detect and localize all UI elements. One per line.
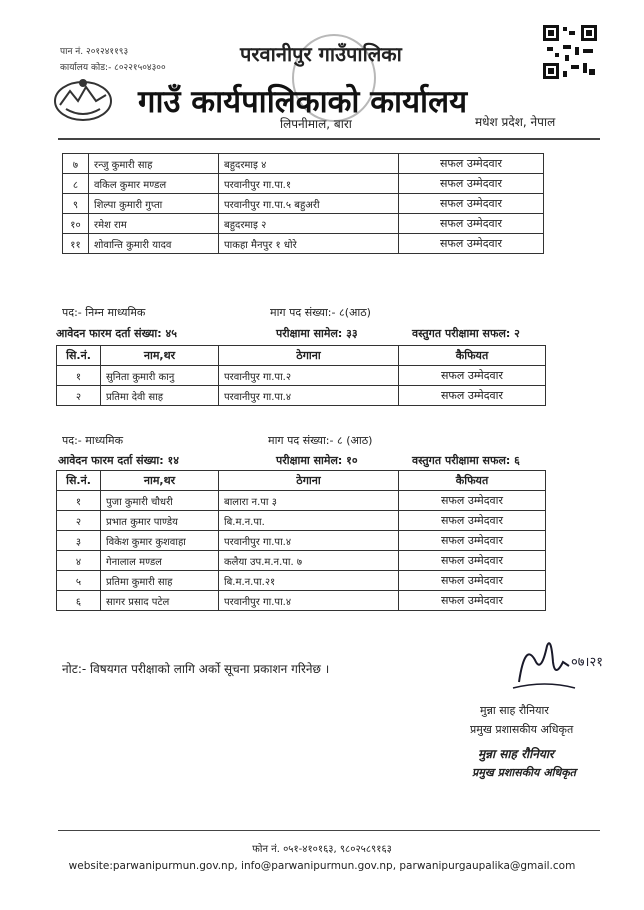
cell-remark: सफल उम्मेदवार (399, 366, 546, 386)
cell-address: बि.म.न.पा. (219, 511, 399, 531)
cell-address: कलैया उप.म.न.पा. ७ (219, 551, 399, 571)
cell-sn: ९ (63, 194, 89, 214)
office-title: गाउँ कार्यपालिकाको कार्यालय (138, 84, 468, 120)
cell-sn: १० (63, 214, 89, 234)
table-row (57, 591, 546, 611)
office-address: लिपनीमाल, बारा (280, 117, 352, 131)
cell-sn: २ (57, 511, 101, 531)
table-row (57, 531, 546, 551)
passed-secondary: वस्तुगत परीक्षामा सफल: ६ (412, 454, 520, 467)
cell-address: बहुदरमाइ ४ (219, 154, 399, 174)
municipality-name: परवानीपुर गाउँपालिका (240, 42, 402, 66)
cell-name: प्रभात कुमार पाण्डेय (101, 511, 219, 531)
cell-remark: सफल उम्मेदवार (399, 194, 544, 214)
cell-remark: सफल उम्मेदवार (399, 386, 546, 406)
stamp-designation: प्रमुख प्रशासकीय अधिकृत (472, 766, 576, 779)
cell-sn: ३ (57, 531, 101, 551)
cell-name: सुनिता कुमारी कानु (101, 366, 219, 386)
cell-name: गेनालाल मण्डल (101, 551, 219, 571)
cell-name: सागर प्रसाद पटेल (101, 591, 219, 611)
cell-name: शिल्पा कुमारी गुप्ता (89, 194, 219, 214)
table-row (63, 154, 544, 174)
cell-sn: १ (57, 366, 101, 386)
col-header-sn: सि.नं. (57, 346, 101, 366)
cell-sn: ५ (57, 571, 101, 591)
cell-sn: ८ (63, 174, 89, 194)
cell-address: परवानीपुर गा.पा.४ (219, 386, 399, 406)
reference-number: पान नं. २०१२४११९३ (60, 47, 129, 57)
cell-address: पाकहा मैनपुर १ धोरे (219, 234, 399, 254)
cell-name: शोवान्ति कुमारी यादव (89, 234, 219, 254)
cell-name: पुजा कुमारी चौधरी (101, 491, 219, 511)
handwritten-signature-icon (505, 632, 615, 700)
table-row (57, 491, 546, 511)
notice-note: नोट:- विषयगत परीक्षाको लागि अर्को सूचना प्रकाशन गरिनेछ । (62, 662, 330, 676)
table-row (57, 551, 546, 571)
cell-address: बि.म.न.पा.२१ (219, 571, 399, 591)
col-header-name: नाम,थर (101, 471, 219, 491)
table-row (63, 174, 544, 194)
col-header-remark: कैफियत (399, 471, 546, 491)
cell-name: रन्जु कुमारी साह (89, 154, 219, 174)
cell-remark: सफल उम्मेदवार (399, 154, 544, 174)
cell-name: प्रतिमा देवी साह (101, 386, 219, 406)
col-header-address: ठेगाना (219, 346, 399, 366)
demand-lower-secondary: माग पद संख्या:- ८(आठ) (270, 306, 371, 319)
cell-address: परवानीपुर गा.पा.४ (219, 591, 399, 611)
cell-name: प्रतिमा कुमारी साह (101, 571, 219, 591)
table-row (63, 214, 544, 234)
cell-address: बहुदरमाइ २ (219, 214, 399, 234)
applications-secondary: आवेदन फारम दर्ता संख्या: १४ (58, 454, 179, 467)
cell-remark: सफल उम्मेदवार (399, 551, 546, 571)
table-row (63, 234, 544, 254)
header-divider (58, 138, 600, 140)
cell-remark: सफल उम्मेदवार (399, 491, 546, 511)
cell-address: बालारा न.पा ३ (219, 491, 399, 511)
cell-address: परवानीपुर गा.पा.२ (219, 366, 399, 386)
cell-remark: सफल उम्मेदवार (399, 531, 546, 551)
results-table-lower-secondary (56, 345, 546, 406)
footer-phone: फोन नं. ०५१-४१०१६३, ९८०२५८९१६३ (252, 844, 392, 855)
cell-remark: सफल उम्मेदवार (399, 234, 544, 254)
results-table-continued (62, 153, 544, 254)
col-header-name: नाम,थर (101, 346, 219, 366)
col-header-address: ठेगाना (219, 471, 399, 491)
table-row (57, 366, 546, 386)
col-header-sn: सि.नं. (57, 471, 101, 491)
footer-divider (58, 830, 600, 831)
table-row (57, 571, 546, 591)
demand-secondary: माग पद संख्या:- ८ (आठ) (268, 434, 373, 447)
col-header-remark: कैफियत (399, 346, 546, 366)
post-lower-secondary: पद:- निम्न माध्यमिक (62, 306, 146, 319)
results-table-secondary (56, 470, 546, 611)
cell-remark: सफल उम्मेदवार (399, 511, 546, 531)
footer-contact: website:parwanipurmun.gov.np, info@parwanipurmun.gov.np, parwanipurgaupalika@gmail.com (68, 860, 576, 872)
cell-address: परवानीपुर गा.पा.४ (219, 531, 399, 551)
cell-remark: सफल उम्मेदवार (399, 591, 546, 611)
table-row (57, 511, 546, 531)
cell-remark: सफल उम्मेदवार (399, 214, 544, 234)
cell-sn: २ (57, 386, 101, 406)
cell-sn: १ (57, 491, 101, 511)
applications-lower-secondary: आवेदन फारम दर्ता संख्या: ४५ (56, 327, 177, 340)
cell-name: रमेश राम (89, 214, 219, 234)
cell-address: परवानीपुर गा.पा.५ बहुअरी (219, 194, 399, 214)
passed-lower-secondary: वस्तुगत परीक्षामा सफल: २ (412, 327, 520, 340)
table-row (57, 386, 546, 406)
stamp-name: मुन्ना साह रौनियार (478, 747, 554, 761)
cell-address: परवानीपुर गा.पा.१ (219, 174, 399, 194)
cell-remark: सफल उम्मेदवार (399, 174, 544, 194)
cell-name: वकिल कुमार मण्डल (89, 174, 219, 194)
cell-sn: ६ (57, 591, 101, 611)
signatory-name: मुन्ना साह रौनियार (480, 704, 549, 717)
cell-sn: ४ (57, 551, 101, 571)
cell-remark: सफल उम्मेदवार (399, 571, 546, 591)
province: मधेश प्रदेश, नेपाल (475, 115, 556, 129)
post-secondary: पद:- माध्यमिक (62, 434, 124, 447)
table-row (63, 194, 544, 214)
cell-sn: ११ (63, 234, 89, 254)
nepal-emblem-icon (52, 75, 114, 123)
appeared-secondary: परीक्षामा सामेल: १० (276, 454, 358, 467)
qr-code-icon (543, 25, 597, 79)
office-code: कार्यालय कोड:- ८०२२१५०४३०० (60, 63, 166, 73)
signatory-designation: प्रमुख प्रशासकीय अधिकृत (470, 723, 574, 736)
signature-date: ०७।२१ (571, 655, 603, 670)
cell-sn: ७ (63, 154, 89, 174)
cell-name: विकेश कुमार कुशवाहा (101, 531, 219, 551)
appeared-lower-secondary: परीक्षामा सामेल: ३३ (276, 327, 358, 340)
